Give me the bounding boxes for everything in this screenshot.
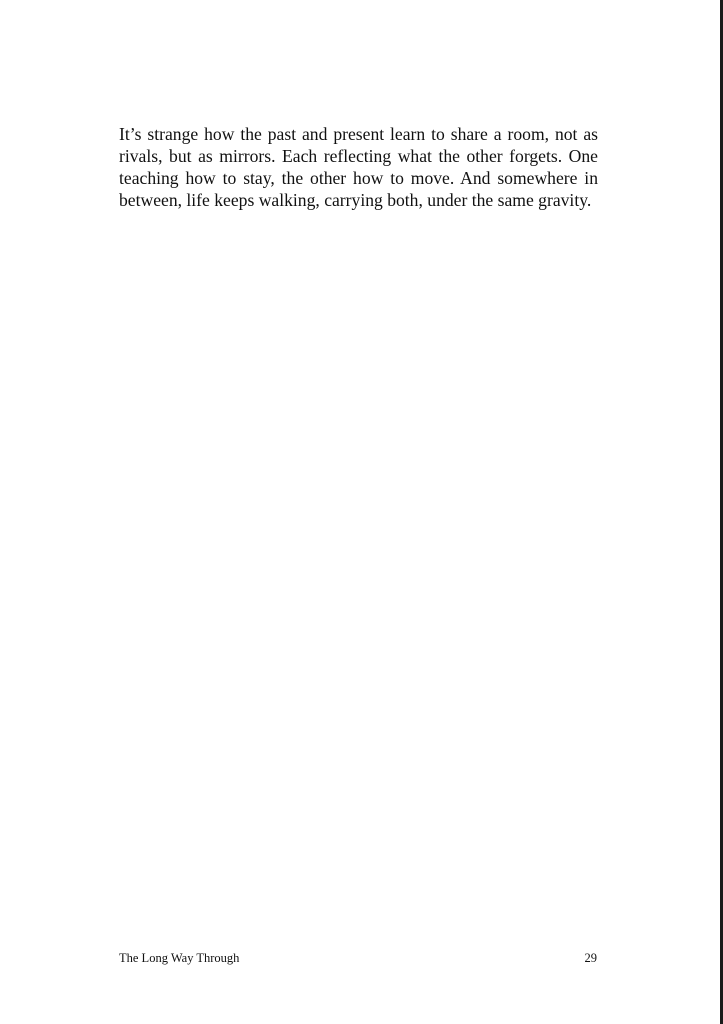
- body-paragraph: It’s strange how the past and present learn to share a room, not as rivals, but as mirrors. Each reflecting what the other forgets. One teaching how to stay, the other how to move. And somewhere in between, life keeps walking, carrying both, under the same gravity.: [119, 124, 598, 210]
- page-number: 29: [584, 951, 597, 965]
- page-footer: [119, 950, 598, 966]
- running-footer-title: The Long Way Through: [119, 951, 240, 965]
